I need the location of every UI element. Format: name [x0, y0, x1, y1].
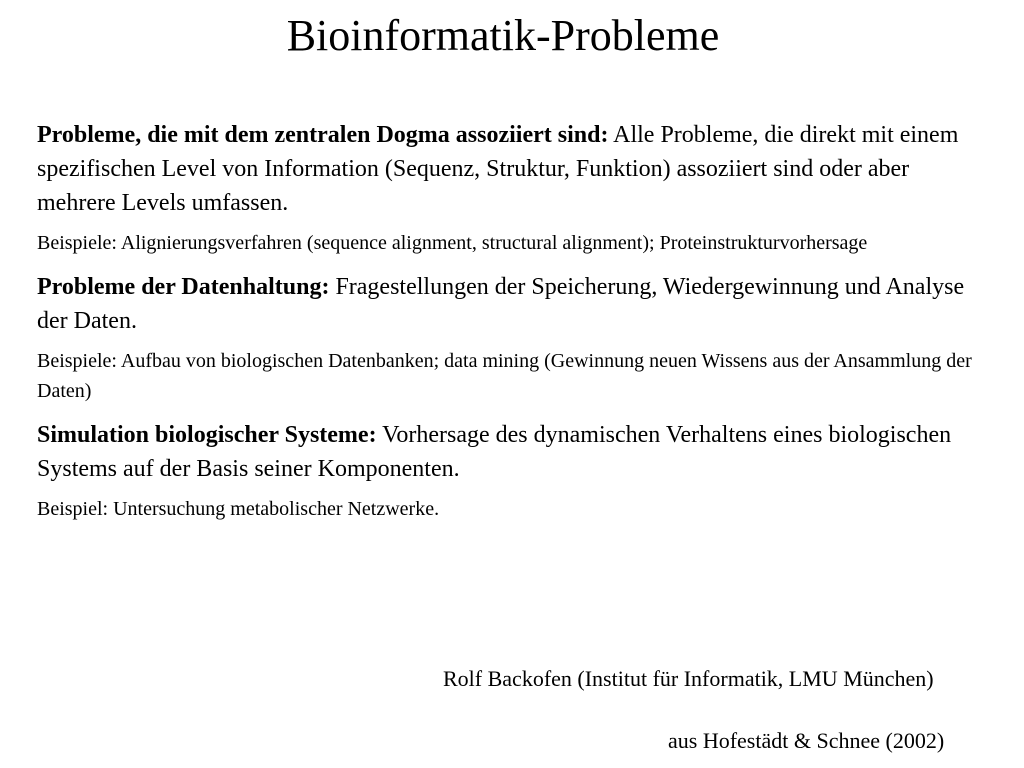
slide-content: [37, 118, 987, 524]
section-text: Vorhersage des dynamischen Verhaltens eines biologischen Systems auf der Basis seiner Komponenten.: [37, 422, 952, 482]
slide-title: Bioinformatik-Probleme: [286, 11, 720, 60]
source-citation: aus Hofestädt & Schnee (2002): [668, 728, 945, 753]
section-text: Alle Probleme, die direkt mit einem spezifischen Level von Information (Sequenz, Struktur, Funktion) assoziiert sind oder aber mehrere Levels umfassen.: [37, 122, 959, 216]
section-data-management: [37, 270, 987, 338]
section-simulation: [37, 418, 987, 486]
section-heading: Simulation biologischer Systeme:: [37, 422, 377, 448]
section-heading: Probleme der Datenhaltung:: [37, 274, 330, 300]
author-credit: Rolf Backofen (Institut für Informatik, LMU München): [443, 666, 934, 691]
section-example: Beispiele: Alignierungsverfahren (sequence alignment, structural alignment); Proteinstrukturvorhersage: [37, 232, 868, 254]
section-example: Beispiele: Aufbau von biologischen Datenbanken; data mining (Gewinnung neuen Wissens aus der Ansammlung der Daten): [37, 350, 972, 402]
section-example: Beispiel: Untersuchung metabolischer Netzwerke.: [37, 498, 440, 520]
section-text: Fragestellungen der Speicherung, Wiedergewinnung und Analyse der Daten.: [37, 274, 965, 334]
section-central-dogma: [37, 118, 987, 220]
section-heading: Probleme, die mit dem zentralen Dogma assoziiert sind:: [37, 122, 609, 148]
